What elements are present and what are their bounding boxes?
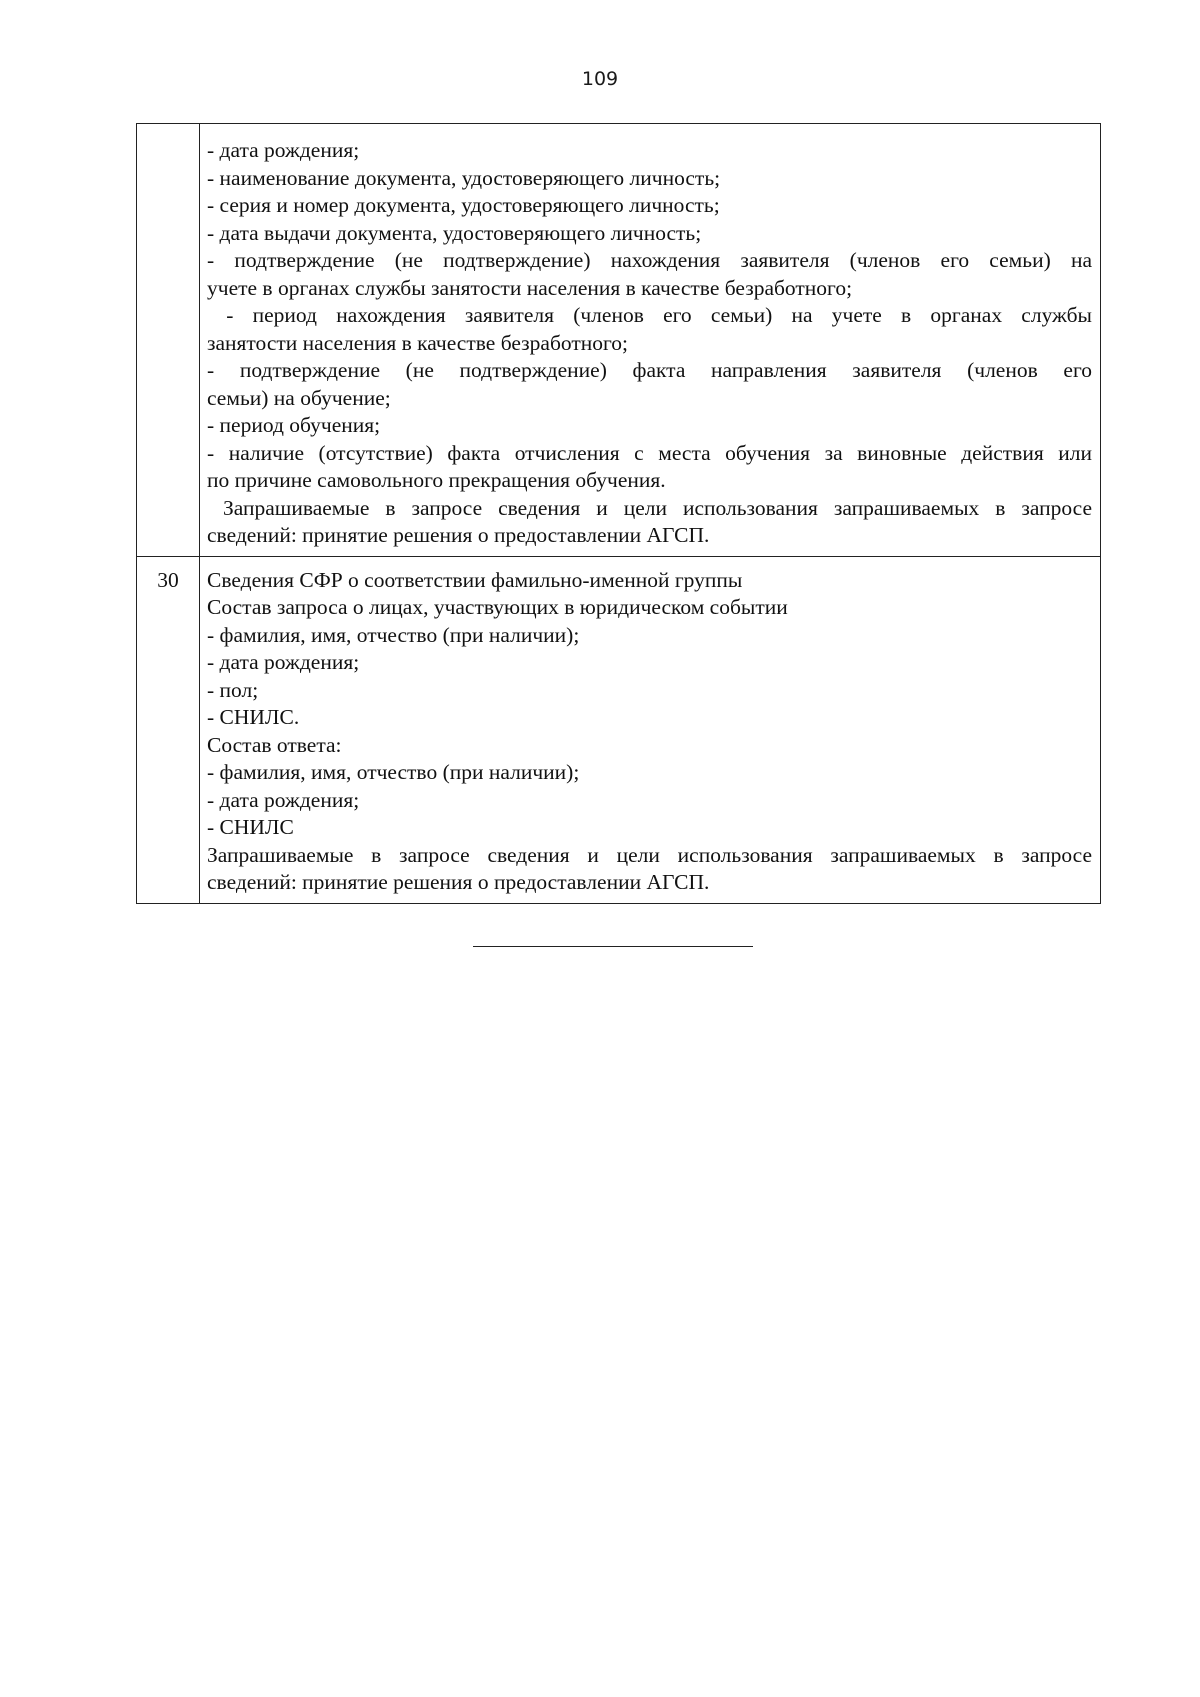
end-of-document-rule (473, 946, 753, 947)
content-line: по причине самовольного прекращения обучения. (207, 468, 666, 492)
table-row (137, 556, 1101, 903)
content-line: - наименование документа, удостоверяющего личность; (207, 165, 721, 190)
content-line: - подтверждение (не подтверждение) факта направления заявителя (членов его (207, 358, 1092, 382)
content-line: семьи) на обучение; (207, 385, 391, 410)
page-number: 109 (581, 68, 619, 90)
content-line: - подтверждение (не подтверждение) нахождения заявителя (членов его семьи) на (207, 248, 1092, 272)
content-line: - дата рождения; (207, 787, 360, 812)
content-line: Состав запроса о лицах, участвующих в юридическом событии (207, 595, 788, 619)
content-line: сведений: принятие решения о предоставлении АГСП. (207, 870, 710, 894)
content-line: - период обучения; (207, 413, 381, 437)
document-table (136, 123, 1101, 904)
content-line: - наличие (отсутствие) факта отчисления с места обучения за виновные действия или (207, 440, 1092, 465)
content-line: - фамилия, имя, отчество (при наличии); (207, 760, 580, 784)
row-number-cell (137, 124, 200, 557)
content-line: - дата рождения; (207, 650, 360, 674)
content-line: Запрашиваемые в запросе сведения и цели использования запрашиваемых в запросе (207, 842, 1092, 867)
content-line: - серия и номер документа, удостоверяющего личность; (207, 193, 720, 217)
row-number-cell: 30 (137, 556, 200, 903)
content-line: - период нахождения заявителя (членов его семьи) на учете в органах службы (207, 303, 1092, 327)
content-line: учете в органах службы занятости населения в качестве безработного; (207, 275, 853, 300)
content-line: Состав ответа: (207, 732, 342, 757)
content-line: - СНИЛС (207, 815, 294, 839)
content-line: - дата рождения; (207, 138, 360, 162)
content-line: сведений: принятие решения о предоставлении АГСП. (207, 523, 710, 547)
row-content-cell (200, 556, 1101, 903)
content-line: - пол; (207, 677, 259, 702)
content-line: Сведения СФР о соответствии фамильно-именной группы (207, 567, 743, 592)
content-line: занятости населения в качестве безработного; (207, 330, 629, 355)
row-content-cell (200, 124, 1101, 557)
content-line: - СНИЛС. (207, 705, 300, 729)
table-row (137, 124, 1101, 557)
content-line: - дата выдачи документа, удостоверяющего личность; (207, 220, 702, 245)
content-line: Запрашиваемые в запросе сведения и цели использования запрашиваемых в запросе (207, 495, 1092, 520)
content-line: - фамилия, имя, отчество (при наличии); (207, 622, 580, 647)
